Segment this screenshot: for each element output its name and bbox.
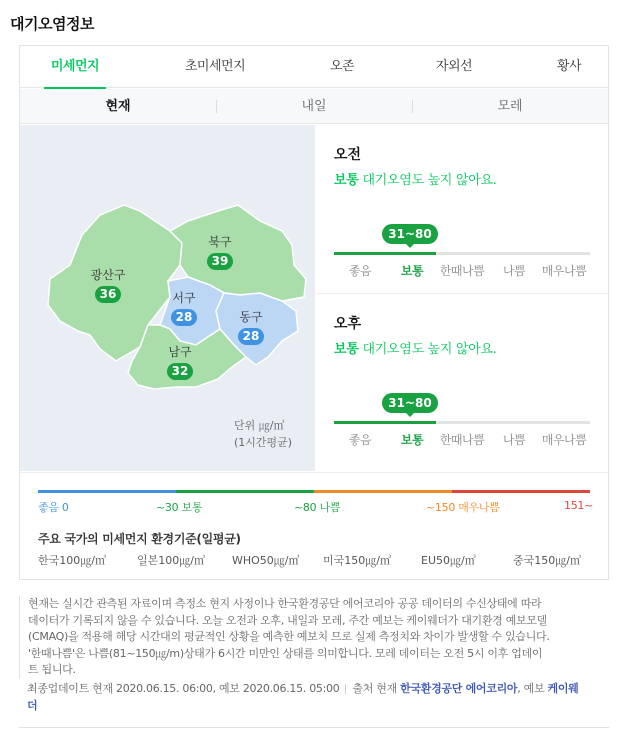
standard-item: EU50㎍/㎥ (421, 554, 476, 567)
level-normal: 보통 (400, 264, 424, 278)
pm-value-badge: 39 (207, 253, 233, 270)
pm-value-badge: 28 (171, 309, 197, 326)
legend-label-good: 좋음 0 (38, 501, 69, 514)
district-name: 남구 (168, 345, 192, 359)
level-bad: 나쁨 (502, 264, 526, 278)
legend-label-bad: ~80 나쁨 (294, 501, 341, 514)
page-title: 대기오염정보 (10, 15, 94, 33)
forecast-am (316, 125, 608, 293)
divider (345, 684, 346, 694)
district-buk[interactable] (192, 233, 248, 270)
level-scale-fill (334, 252, 436, 255)
grade-desc: 대기오염도 높지 않아요. (362, 342, 497, 357)
district-name: 동구 (239, 310, 263, 324)
district-name: 북구 (208, 235, 232, 249)
level-scale-fill (334, 421, 436, 424)
legend-label-normal: ~30 보통 (156, 501, 203, 514)
air-quality-card (19, 45, 609, 580)
district-name: 서구 (172, 291, 196, 305)
unit-text: 단위 ㎍/㎥ (234, 419, 285, 432)
notice-line: 트 됩니다. (28, 663, 76, 676)
level-labels (334, 431, 594, 445)
level-bad: 나쁨 (502, 433, 526, 447)
source-prefix: 출처 현재 (352, 682, 397, 695)
forecast-panel (316, 125, 608, 471)
grade-desc: 대기오염도 높지 않아요. (362, 173, 497, 188)
level-good: 좋음 (348, 433, 372, 447)
range-pill: 31~80 (382, 224, 438, 244)
tab-pm10[interactable]: 미세먼지 (44, 46, 106, 88)
level-labels (334, 262, 594, 276)
grade-text: 보통 (334, 173, 359, 188)
tab-tomorrow[interactable]: 내일 (301, 99, 327, 114)
range-pill: 31~80 (382, 393, 438, 413)
notice-line: '한때나쁨'은 나쁨(81~150㎍/m)상태가 6시간 미만인 상태를 의미합니다. 모레 데이터는 오전 5시 이후 업데이 (28, 646, 543, 660)
notice-line: (CMAQ)을 적용해 해당 시간대의 평균적인 상황을 예측한 예보치 므로 실제 측정치와 차이가 발생할 수 있습니다. (28, 630, 550, 643)
tab-pm25[interactable]: 초미세먼지 (184, 59, 246, 74)
level-briefly-bad: 한때나쁨 (439, 433, 485, 447)
pm-value-badge: 32 (167, 363, 193, 380)
pm-value-badge: 28 (238, 328, 264, 345)
pollutant-tabs (20, 46, 608, 88)
legend-seg-very-bad (452, 490, 590, 493)
notice-line: 현재는 실시간 관측된 자료이며 측정소 현지 사정이나 한국환경공단 에어코리아 공공 데이터의 수신상태에 따라 (28, 597, 542, 610)
district-gwangsan[interactable] (80, 266, 136, 303)
level-good: 좋음 (348, 264, 372, 278)
tab-today[interactable]: 현재 (105, 99, 131, 114)
forecast-pm (316, 294, 608, 462)
legend-label-max: 151~ (564, 499, 594, 512)
level-very-bad: 매우나쁨 (541, 264, 587, 278)
level-very-bad: 매우나쁨 (541, 433, 587, 447)
grade-legend (20, 472, 608, 580)
standard-item: 일본100㎍/㎥ (137, 554, 205, 567)
forecast-pm-status (334, 338, 497, 357)
standard-item: 중국150㎍/㎥ (513, 554, 581, 567)
update-time: 최종업데이트 현재 2020.06.15. 06:00, 예보 2020.06.15. 05:00 (27, 682, 340, 695)
district-nam[interactable] (152, 343, 208, 380)
tab-day-after[interactable]: 모레 (497, 99, 523, 114)
level-normal: 보통 (400, 433, 424, 447)
standard-item: 미국150㎍/㎥ (323, 554, 391, 567)
standard-item: WHO50㎍/㎥ (232, 554, 300, 567)
data-notice (19, 596, 609, 679)
notice-line: 데이터가 기록되지 않을 수 있습니다. 오늘 오전과 오후, 내일과 모레, 주간 예보는 케이웨더가 대기환경 예보모델 (28, 613, 548, 627)
district-dong[interactable] (223, 308, 279, 345)
district-map (20, 125, 315, 471)
standards-title: 주요 국가의 미세먼지 환경기준(일평균) (38, 532, 241, 546)
level-briefly-bad: 한때나쁨 (439, 264, 485, 278)
unit-note: (1시간평균) (234, 436, 293, 449)
source-kweather-link[interactable]: 케이웨더 (27, 682, 579, 712)
tab-yellow-dust[interactable]: 황사 (556, 59, 582, 74)
level-scale (334, 252, 590, 255)
forecast-pm-title: 오후 (334, 316, 362, 332)
legend-seg-normal (176, 490, 314, 493)
district-seo[interactable] (156, 289, 212, 326)
update-info (27, 681, 582, 714)
legend-label-very-bad: ~150 매우나쁨 (426, 501, 500, 514)
source-airkorea-link[interactable]: 한국환경공단 에어코리아 (400, 682, 518, 695)
pm-value-badge: 36 (95, 286, 121, 303)
forecast-prefix: , 예보 (517, 682, 545, 695)
forecast-am-title: 오전 (334, 147, 362, 163)
grade-text: 보통 (334, 342, 359, 357)
level-scale (334, 421, 590, 424)
legend-seg-good (38, 490, 176, 493)
bottom-divider (19, 727, 609, 728)
standard-item: 한국100㎍/㎥ (38, 554, 106, 567)
district-name: 광산구 (90, 268, 126, 282)
day-tabs (20, 89, 608, 124)
tab-ozone[interactable]: 오존 (329, 59, 355, 74)
legend-seg-bad (314, 490, 452, 493)
unit-label (234, 417, 292, 451)
forecast-am-status (334, 169, 497, 188)
legend-color-bar (38, 490, 590, 493)
tab-uv[interactable]: 자외선 (435, 59, 473, 74)
